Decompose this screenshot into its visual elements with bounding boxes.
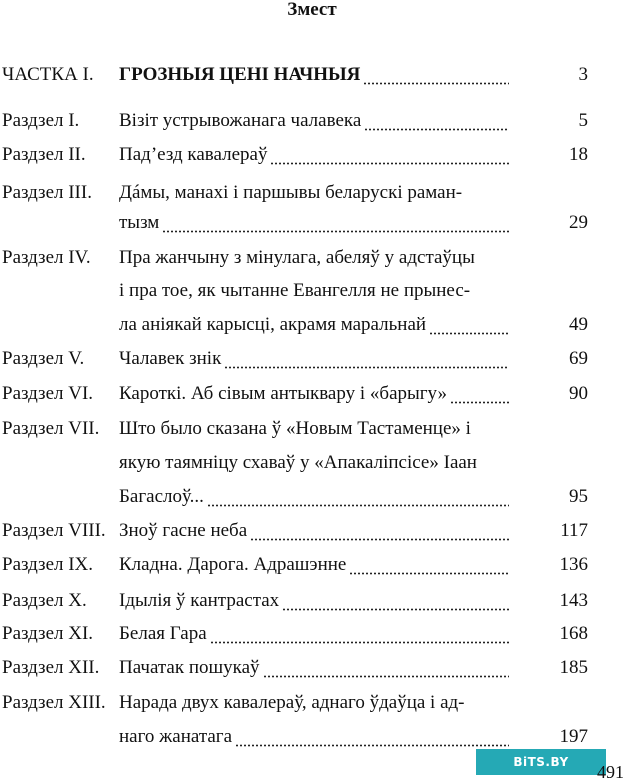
leader-dots (363, 65, 509, 85)
toc-title-text: Пад’езд кавалераў (119, 144, 268, 165)
toc-title-text: Чалавек знік (119, 348, 222, 369)
toc-page-number: 69 (569, 348, 588, 369)
toc-line (0, 584, 624, 618)
toc-line (0, 377, 624, 411)
toc-line (0, 446, 624, 480)
leader-dots (162, 213, 509, 233)
toc-line (0, 651, 624, 685)
toc-title (119, 584, 509, 618)
toc-label: Раздзел X. (2, 590, 87, 611)
page-title: Змест (287, 0, 337, 20)
toc-page-number: 185 (559, 657, 588, 678)
leader-dots (270, 145, 509, 165)
toc-page-number: 168 (559, 623, 588, 644)
toc-label: Раздзел III. (2, 182, 92, 203)
leader-dots (364, 111, 509, 131)
toc-part-line (0, 58, 624, 92)
leader-dots (349, 555, 509, 575)
leader-dots (224, 349, 509, 369)
toc-title (119, 138, 509, 172)
toc-page-number: 29 (569, 212, 588, 233)
toc-title: якую таямніцу схаваў у «Апакаліпсісе» Іаан (119, 452, 477, 473)
toc-line (0, 308, 624, 342)
toc-label: Раздзел IV. (2, 247, 91, 268)
watermark-badge: BiTS.BY (476, 749, 606, 775)
toc-title (119, 514, 509, 548)
toc-line (0, 514, 624, 548)
toc-line (0, 138, 624, 172)
toc-label: Раздзел VIII. (2, 520, 106, 541)
toc-title-text: Зноў гасне неба (119, 520, 248, 541)
toc-page-number: 5 (578, 110, 588, 131)
toc-line (0, 617, 624, 651)
toc-title: Пра жанчыну з мінулага, абеляў у адстаўцы (119, 247, 475, 268)
toc-line (0, 206, 624, 240)
toc-title: і пра тое, як чытанне Евангелля не прынес- (119, 280, 471, 301)
toc-title-text: Візіт устрывожанага чалавека (119, 110, 362, 131)
leader-dots (207, 487, 509, 507)
leader-dots (263, 658, 509, 678)
toc-title (119, 548, 509, 582)
toc-title (119, 617, 509, 651)
toc-page-number: 143 (559, 590, 588, 611)
toc-title (119, 651, 509, 685)
toc-title-text: тызм (119, 212, 160, 233)
toc-label: Раздзел VI. (2, 383, 94, 404)
toc-title (119, 342, 509, 376)
leader-dots (250, 521, 509, 541)
toc-label: Раздзел I. (2, 110, 80, 131)
leader-dots (235, 727, 509, 747)
toc-title-text: Багаслоў... (119, 486, 204, 507)
toc-line (0, 241, 624, 275)
toc-page-number: 117 (560, 520, 588, 541)
toc-title-text: Кладна. Дарога. Адрашэнне (119, 554, 347, 575)
toc-page-number: 3 (578, 64, 588, 85)
toc-title-text: наго жанатага (119, 726, 233, 747)
toc-title: Дáмы, манахі і паршывы беларускі раман- (119, 182, 463, 203)
toc-title (119, 480, 509, 514)
toc-line (0, 412, 624, 446)
toc-title: Што было сказана ў «Новым Тастаменце» і (119, 418, 471, 439)
toc-title (119, 206, 509, 240)
toc-page-number: 95 (569, 486, 588, 507)
leader-dots (429, 315, 509, 335)
toc-label: Раздзел XI. (2, 623, 94, 644)
toc-label: ЧАСТКА I. (2, 64, 94, 85)
toc-line (0, 342, 624, 376)
toc-page-number: 136 (559, 554, 588, 575)
leader-dots (450, 384, 509, 404)
toc-label: Раздзел VII. (2, 418, 100, 439)
toc-label: Раздзел XII. (2, 657, 100, 678)
toc-line (0, 686, 624, 720)
toc-label: Раздзел II. (2, 144, 86, 165)
toc-title-text: Пачатак пошукаў (119, 657, 260, 678)
toc-title (119, 104, 509, 138)
toc-line (0, 176, 624, 210)
toc-title: Нарада двух кавалераў, аднаго ўдаўца і ад- (119, 692, 465, 713)
folio-page-number: 491 (597, 762, 624, 782)
toc-title-text: ла аніякай карысці, акрамя маральнай (119, 314, 427, 335)
toc-page-number: 197 (559, 726, 588, 747)
toc-title (119, 58, 509, 92)
toc-title (119, 377, 509, 411)
leader-dots (282, 591, 509, 611)
toc-line (0, 274, 624, 308)
leader-dots (210, 624, 509, 644)
toc-title-text: Ідылія ў кантрастах (119, 590, 280, 611)
toc-title (119, 308, 509, 342)
toc-page-number: 49 (569, 314, 588, 335)
toc-line (0, 480, 624, 514)
toc-line (0, 104, 624, 138)
toc-label: Раздзел IX. (2, 554, 94, 575)
toc-label: Раздзел XIII. (2, 692, 106, 713)
toc-page-number: 18 (569, 144, 588, 165)
toc-title (119, 720, 509, 754)
toc-label: Раздзел V. (2, 348, 85, 369)
toc-title-text: Белая Гара (119, 623, 207, 644)
toc-title-text: ГРОЗНЫЯ ЦЕНІ НАЧНЫЯ (119, 64, 361, 85)
toc-title-text: Кароткі. Аб сівым антыквару і «барыгу» (119, 383, 448, 404)
toc-page-number: 90 (569, 383, 588, 404)
toc-line (0, 548, 624, 582)
